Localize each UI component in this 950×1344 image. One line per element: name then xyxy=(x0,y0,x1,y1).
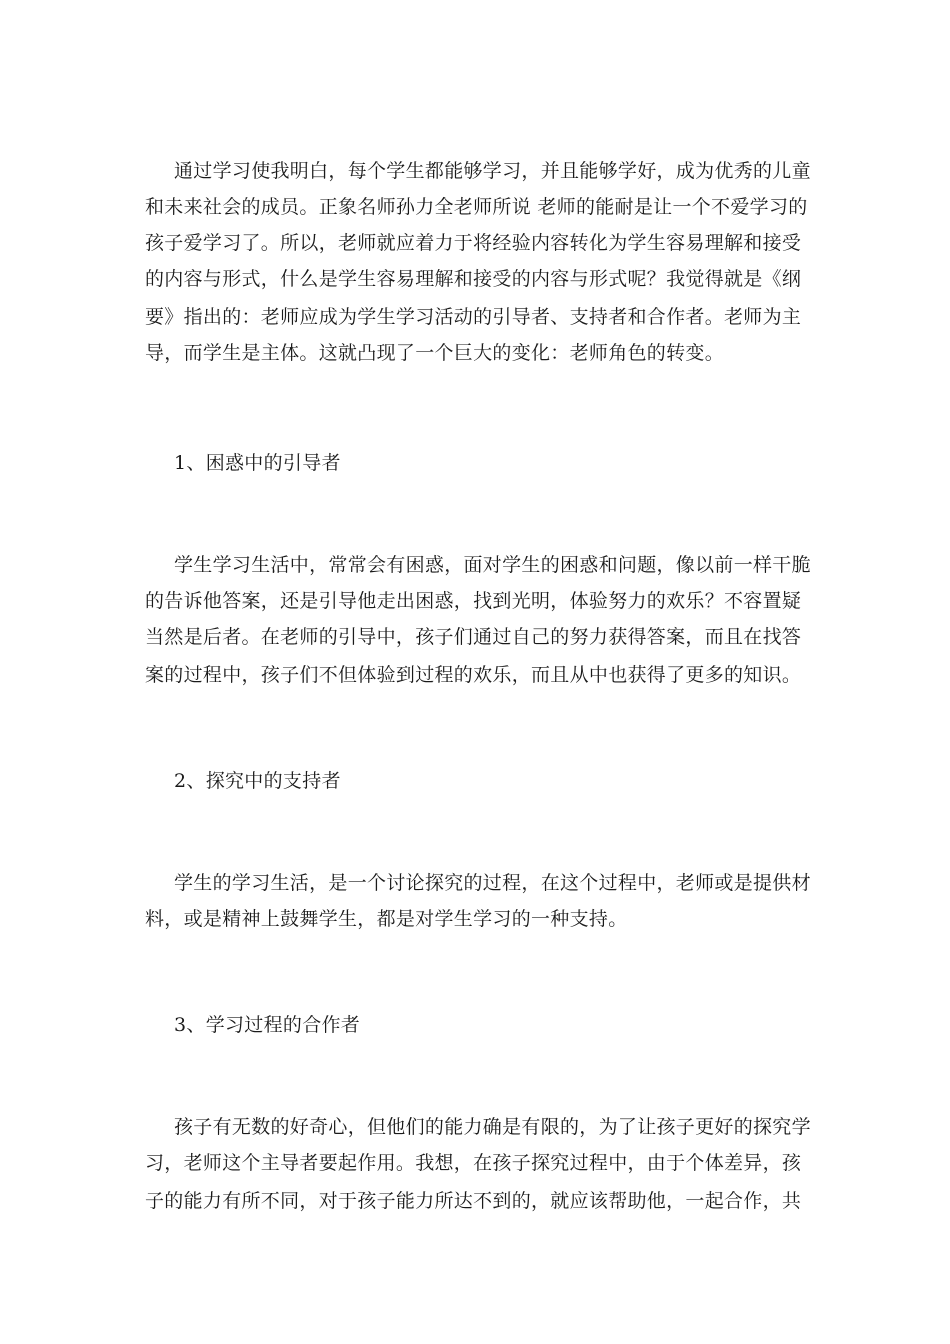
paragraph-1-line-5: 要》指出的：老师应成为学生学习活动的引导者、支持者和合作者。老师为主 xyxy=(145,306,802,328)
paragraph-3-line-2: 料，或是精神上鼓舞学生，都是对学生学习的一种支持。 xyxy=(145,908,628,930)
section-heading-3: 3、学习过程的合作者 xyxy=(174,1014,361,1036)
paragraph-1-line-2: 和未来社会的成员。正象名师孙力全老师所说 老师的能耐是让一个不爱学习的 xyxy=(145,196,808,218)
paragraph-1-line-3: 孩子爱学习了。所以，老师就应着力于将经验内容转化为学生容易理解和接受 xyxy=(145,232,802,254)
paragraph-2-line-4: 案的过程中，孩子们不但体验到过程的欢乐，而且从中也获得了更多的知识。 xyxy=(145,664,802,686)
paragraph-2-line-1: 学生学习生活中，常常会有困惑，面对学生的困惑和问题，像以前一样干脆 xyxy=(174,554,811,576)
paragraph-1-line-4: 的内容与形式，什么是学生容易理解和接受的内容与形式呢？我觉得就是《纲 xyxy=(145,268,802,290)
paragraph-1-line-6: 导，而学生是主体。这就凸现了一个巨大的变化：老师角色的转变。 xyxy=(145,342,725,364)
paragraph-1-line-1: 通过学习使我明白，每个学生都能够学习，并且能够学好，成为优秀的儿童 xyxy=(174,160,811,182)
paragraph-2-line-2: 的告诉他答案，还是引导他走出困惑，找到光明，体验努力的欢乐？不容置疑 xyxy=(145,590,802,612)
paragraph-4-line-2: 习，老师这个主导者要起作用。我想，在孩子探究过程中，由于个体差异，孩 xyxy=(145,1152,802,1174)
paragraph-3-line-1: 学生的学习生活，是一个讨论探究的过程，在这个过程中，老师或是提供材 xyxy=(174,872,811,894)
section-heading-1: 1、困惑中的引导者 xyxy=(174,452,341,474)
paragraph-4-line-1: 孩子有无数的好奇心，但他们的能力确是有限的，为了让孩子更好的探究学 xyxy=(174,1116,811,1138)
paragraph-2-line-3: 当然是后者。在老师的引导中，孩子们通过自己的努力获得答案，而且在找答 xyxy=(145,626,802,648)
section-heading-2: 2、探究中的支持者 xyxy=(174,770,341,792)
paragraph-4-line-3: 子的能力有所不同，对于孩子能力所达不到的，就应该帮助他，一起合作，共 xyxy=(145,1190,802,1212)
